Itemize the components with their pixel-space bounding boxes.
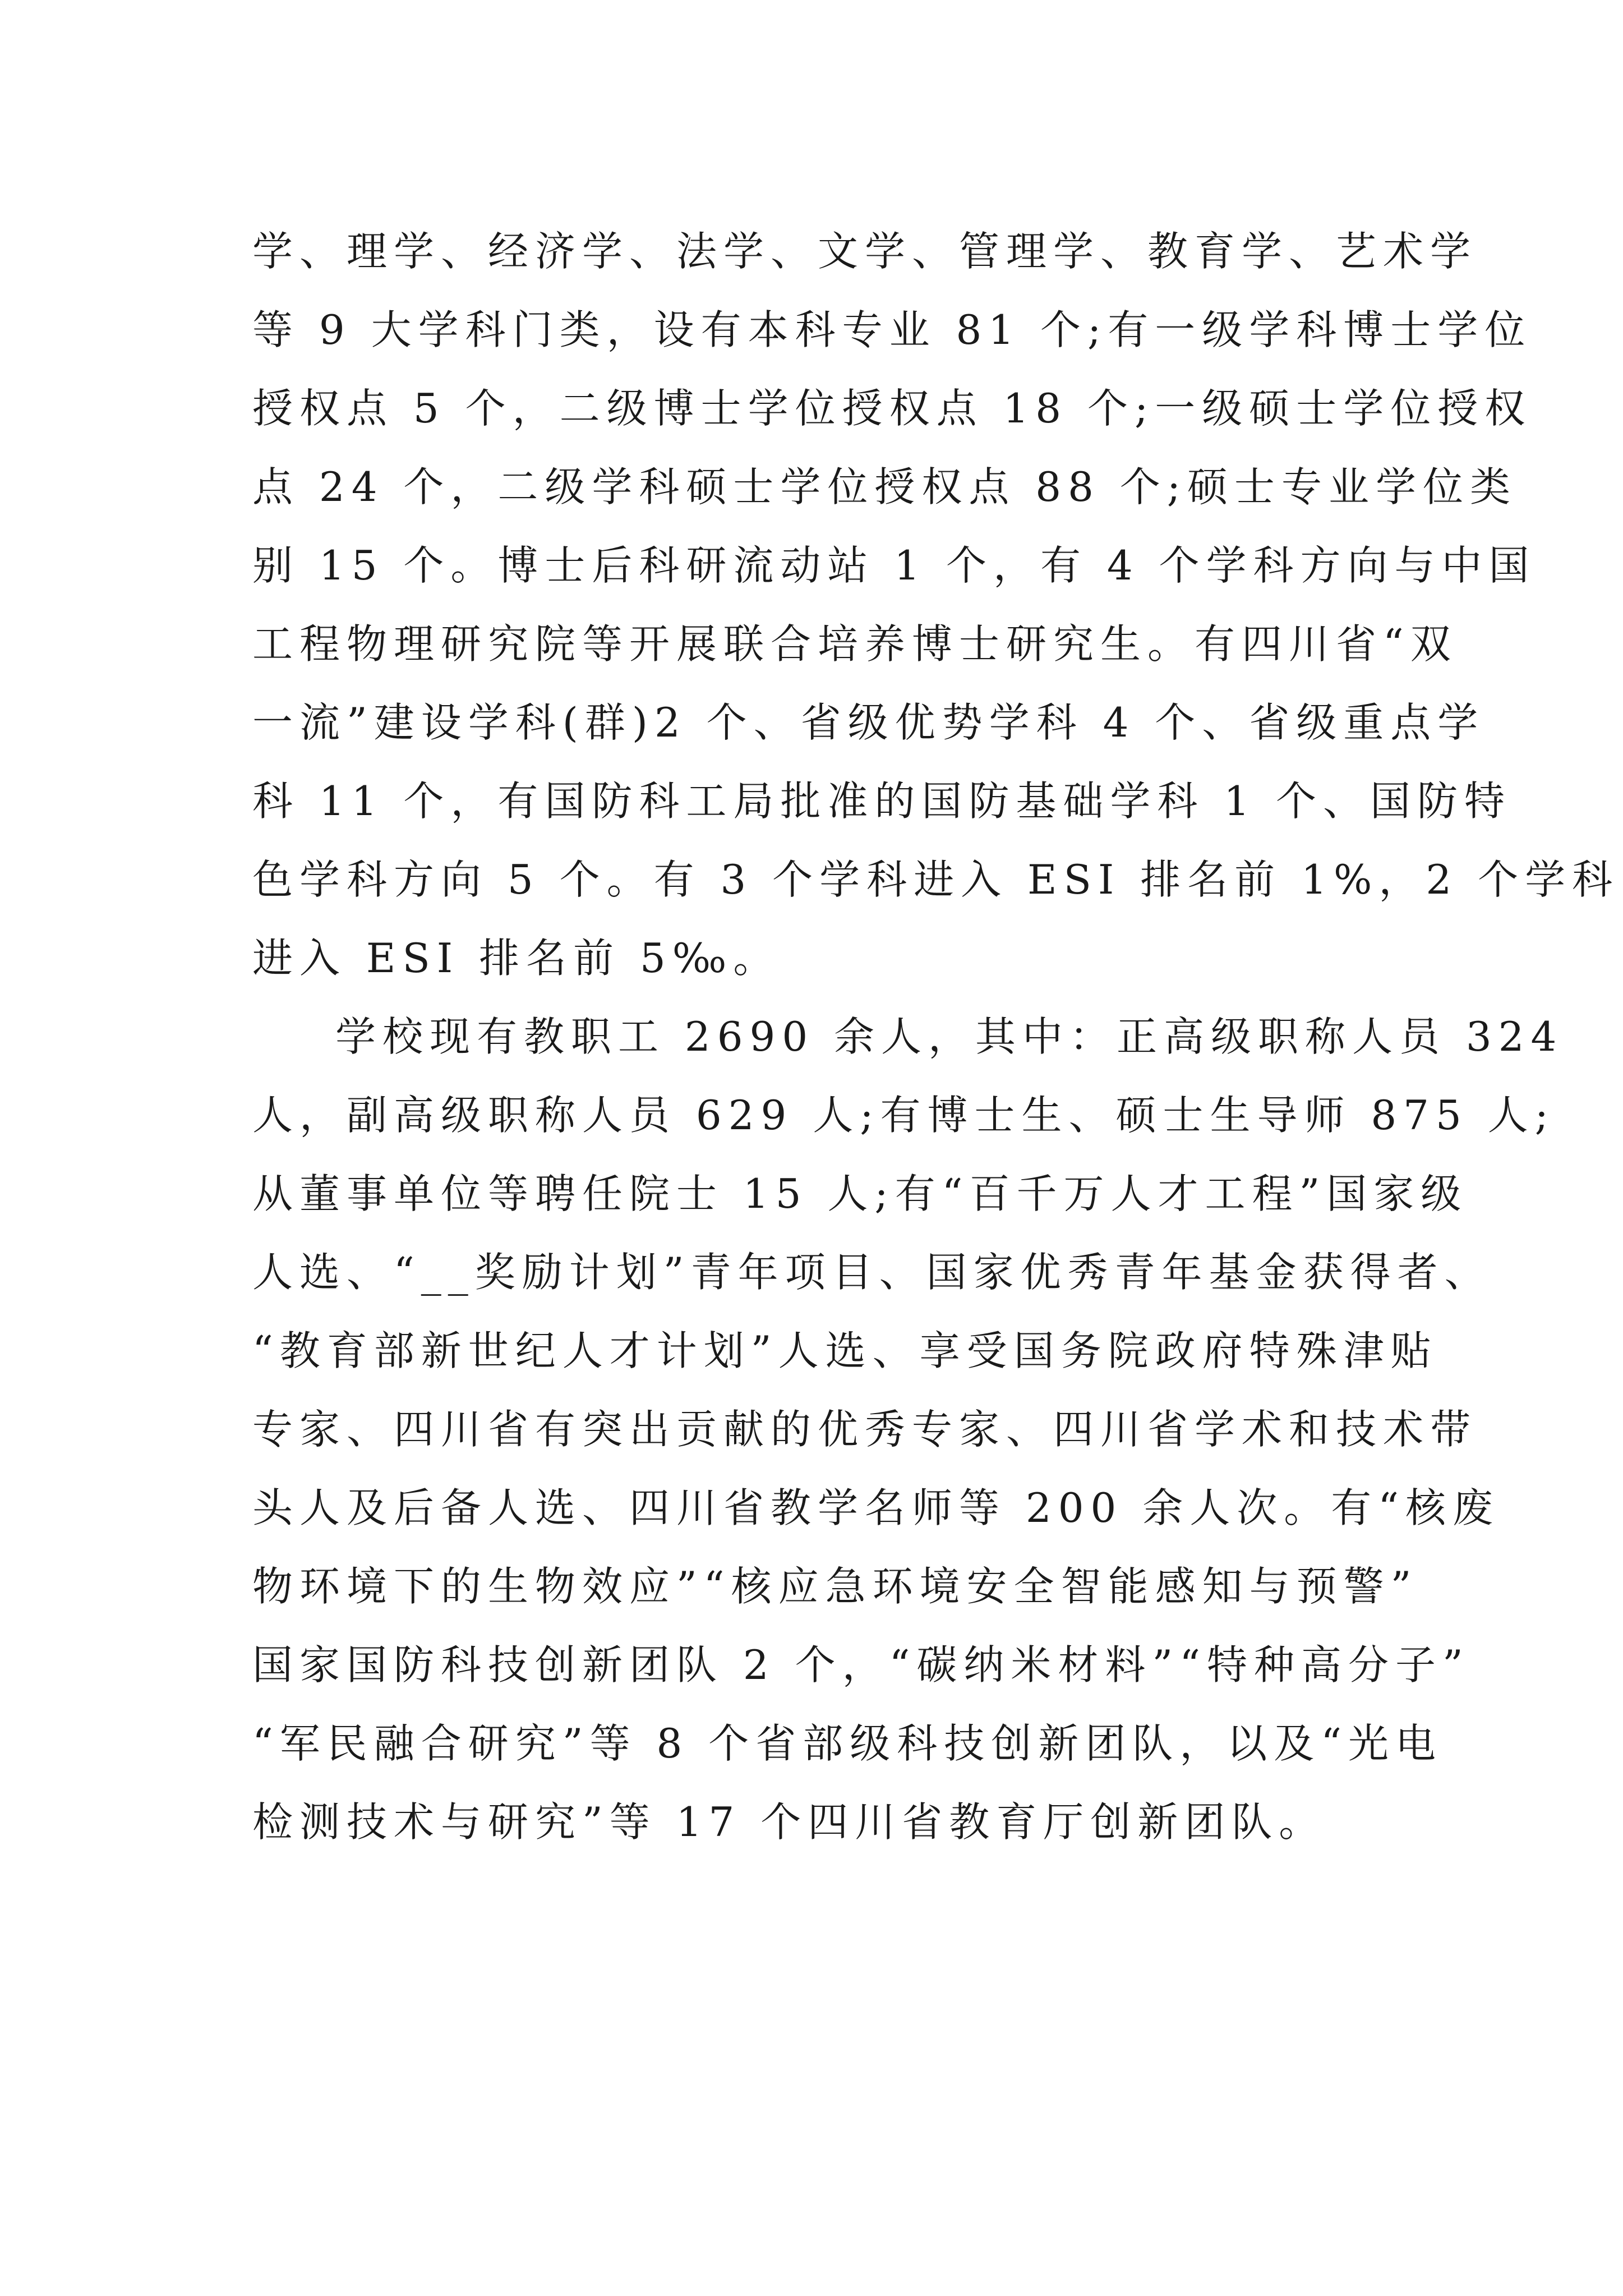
text-line: 点 24 个，二级学科硕士学位授权点 88 个;硕士专业学位类 <box>252 463 1518 510</box>
body-text <box>252 212 1620 1861</box>
text-line: “军民融合研究”等 8 个省部级科技创新团队，以及“光电 <box>252 1720 1443 1767</box>
paragraph-first-line: 学校现有教职工 2690 余人，其中：正高级职称人员 324 <box>335 1013 1564 1060</box>
text-line: 检测技术与研究”等 17 个四川省教育厅创新团队。 <box>252 1798 1326 1846</box>
text-line: 学、理学、经济学、法学、文学、管理学、教育学、艺术学 <box>252 228 1478 275</box>
text-line: 色学科方向 5 个。有 3 个学科进入 ESI 排名前 1%，2 个学科 <box>252 856 1620 903</box>
text-line: 物环境下的生物效应”“核应急环境安全智能感知与预警” <box>252 1563 1418 1610</box>
text-line: 别 15 个。博士后科研流动站 1 个，有 4 个学科方向与中国 <box>252 542 1536 589</box>
text-line: 一流”建设学科(群)2 个、省级优势学科 4 个、省级重点学 <box>252 699 1485 746</box>
text-line: 工程物理研究院等开展联合培养博士研究生。有四川省“双 <box>252 620 1458 668</box>
text-line: 等 9 大学科门类，设有本科专业 81 个;有一级学科博士学位 <box>252 306 1532 353</box>
text-line: 从董事单位等聘任院士 15 人;有“百千万人才工程”国家级 <box>252 1170 1468 1217</box>
text-line: 进入 ESI 排名前 5‰。 <box>252 935 781 982</box>
text-line: 科 11 个，有国防科工局批准的国防基础学科 1 个、国防特 <box>252 777 1511 825</box>
text-line: 国家国防科技创新团队 2 个，“碳纳米材料”“特种高分子” <box>252 1641 1470 1688</box>
text-line: 头人及后备人选、四川省教学名师等 200 余人次。有“核废 <box>252 1484 1500 1531</box>
text-line: 人，副高级职称人员 629 人;有博士生、硕士生导师 875 人; <box>252 1092 1555 1139</box>
text-line: 人选、“__奖励计划”青年项目、国家优秀青年基金获得者、 <box>252 1249 1492 1296</box>
text-line: 专家、四川省有突出贡献的优秀专家、四川省学术和技术带 <box>252 1406 1478 1453</box>
text-line: “教育部新世纪人才计划”人选、享受国务院政府特殊津贴 <box>252 1327 1438 1374</box>
text-line: 授权点 5 个，二级博士学位授权点 18 个;一级硕士学位授权 <box>252 385 1532 432</box>
